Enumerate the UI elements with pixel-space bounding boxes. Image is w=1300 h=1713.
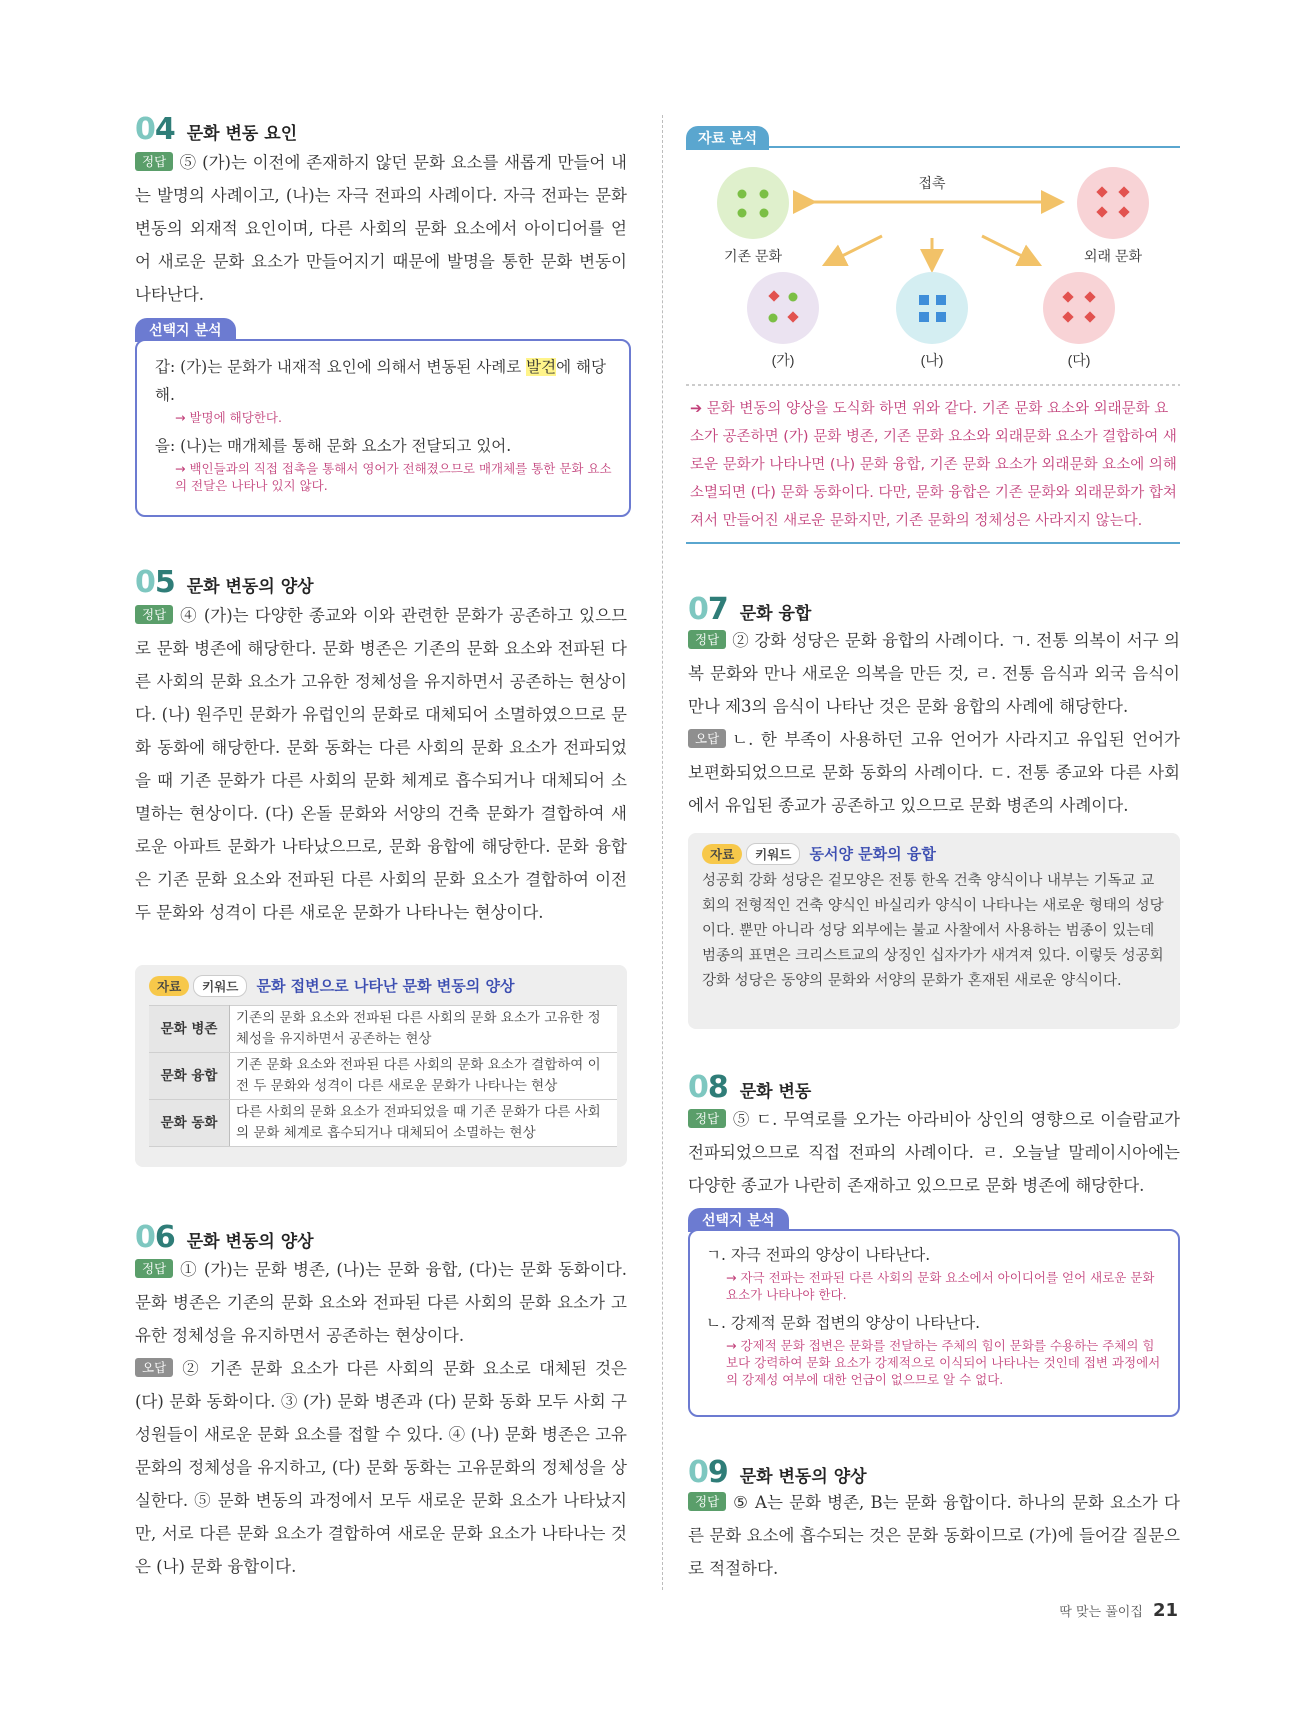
section-07-answer bbox=[688, 624, 1180, 822]
choice-note-2: → 강제적 문화 접변은 문화를 전달하는 주체의 힘이 문화를 수용하는 주체의 힘보다 강력하여 문화 요소가 강제적으로 이식되어 나타나는 것인데 접변 과정에서의 강제성 여부에 대한 언급이 없으므로 알 수 없다. bbox=[726, 1338, 1161, 1387]
section-08-header bbox=[688, 1070, 811, 1105]
section-08-number: 08 bbox=[688, 1070, 728, 1105]
existing-culture-node bbox=[717, 167, 789, 239]
section-05-answer-text: ④ (가)는 다양한 종교와 이와 관련한 문화가 공존하고 있으므로 문화 병존에 해당한다. 문화 병존은 기존의 문화 요소와 전파된 다른 사회의 문화 요소가 고유한 정체성을 유지하면서 공존하는 현상이다. (나) 원주민 문화가 유럽인의 문화로 대체되어 소멸하였으므로 문화 동화에 해당한다. 문화 동화는 다른 사회의 문화 요소가 전파되었을 때 기존 문화가 다른 사회의 문화 체계로 흡수되거나 대체되어 소멸하는 현상이다. (다) 온돌 문화와 서양의 건축 문화가 결합하여 새로운 아파트 문화가 나타났으므로, 문화 융합에 해당한다. 문화 융합은 기존 문화 요소와 전파된 다른 사회의 문화 요소가 결합하여 이전 두 문화와 성격이 다른 새로운 문화가 나타나는 현상이다. bbox=[135, 606, 627, 922]
data-analysis-tab: 자료 분석 bbox=[686, 126, 769, 150]
section-05-keyword-box bbox=[135, 965, 627, 1167]
choice-note-1: → 자극 전파는 전파된 다른 사회의 문화 요소에서 아이디어를 얻어 새로운 문화 요소가 나타나야 한다. bbox=[726, 1270, 1155, 1302]
choice-line-2: ㄴ. 강제적 문화 접변의 양상이 나타난다. bbox=[706, 1314, 981, 1332]
keyword-table bbox=[149, 1005, 617, 1147]
row-text: 다른 사회의 문화 요소가 전파되었을 때 기존 문화가 다른 사회의 문화 체계로 흡수되거나 대체되어 소멸하는 현상 bbox=[230, 1100, 618, 1147]
section-04-number: 04 bbox=[135, 112, 175, 147]
section-07-title: 문화 융합 bbox=[739, 604, 812, 624]
section-06-number: 06 bbox=[135, 1220, 175, 1255]
highlight-word: 발견 bbox=[526, 358, 557, 376]
keyword-title: 동서양 문화의 융합 bbox=[809, 845, 936, 863]
table-row bbox=[149, 1100, 617, 1147]
page-number: 21 bbox=[1152, 1600, 1178, 1621]
choice-line-eul: 을: (나)는 매개체를 통해 문화 요소가 전달되고 있어. bbox=[155, 437, 512, 455]
data-badge: 자료 bbox=[149, 976, 189, 996]
data-badge: 자료 bbox=[702, 844, 742, 864]
section-09-answer-text: ⑤ A는 문화 병존, B는 문화 융합이다. 하나의 문화 요소가 다른 문화 요소에 흡수되는 것은 문화 동화이므로 (가)에 들어갈 질문으로 적절하다. bbox=[688, 1493, 1180, 1578]
column-divider bbox=[662, 115, 663, 1590]
choice-line-1: ㄱ. 자극 전파의 양상이 나타난다. bbox=[706, 1246, 931, 1264]
foreign-culture-label: 외래 문화 bbox=[1084, 248, 1142, 264]
answer-tag: 정답 bbox=[688, 1492, 726, 1511]
arrow-to-ga bbox=[830, 236, 882, 262]
wrong-tag: 오답 bbox=[135, 1358, 173, 1377]
section-09-title: 문화 변동의 양상 bbox=[739, 1467, 867, 1487]
section-07-number: 07 bbox=[688, 592, 728, 627]
da-label: (다) bbox=[1067, 352, 1091, 368]
section-07-answer-text: ② 강화 성당은 문화 융합의 사례이다. ㄱ. 전통 의복이 서구 의복 문화와 만나 새로운 의복을 만든 것, ㄹ. 전통 음식과 외국 음식이 만나 제3의 음식이 나타난 것은 문화 융합의 사례에 해당한다. bbox=[688, 631, 1180, 716]
section-07-header bbox=[688, 592, 811, 627]
keyword-text: 성공회 강화 성당은 겉모양은 전통 한옥 건축 양식이나 내부는 기독교 교회의 전형적인 건축 양식인 바실리카 양식이 나타나는 새로운 형태의 성당이다. 뿐만 아니라 성당 외부에는 불교 사찰에서 사용하는 범종이 있는데 범종의 표면은 크리스트교의 상징인 십자가가 새겨져 있다. 이렇듯 성공회 강화 성당은 동양의 문화와 서양의 문화가 혼재된 새로운 양식이다. bbox=[702, 873, 1164, 989]
row-head: 문화 병존 bbox=[149, 1006, 230, 1053]
section-05-title: 문화 변동의 양상 bbox=[186, 577, 314, 597]
section-08-title: 문화 변동 bbox=[739, 1082, 812, 1102]
ga-node bbox=[747, 272, 819, 344]
answer-tag: 정답 bbox=[135, 152, 173, 171]
ga-label: (가) bbox=[771, 352, 795, 368]
page-footer bbox=[1059, 1600, 1178, 1621]
section-05-answer bbox=[135, 599, 627, 929]
table-row bbox=[149, 1053, 617, 1100]
choice-line-gap: 갑: (가)는 문화가 내재적 요인에 의해서 변동된 사례로 발견에 해당해. bbox=[155, 358, 606, 404]
row-head: 문화 융합 bbox=[149, 1053, 230, 1100]
existing-culture-label: 기존 문화 bbox=[724, 248, 782, 264]
section-08-answer bbox=[688, 1103, 1180, 1202]
choice-note-eul: → 백인들과의 직접 접촉을 통해서 영어가 전해졌으므로 매개체를 통한 문화 요소의 전달은 나타나 있지 않다. bbox=[175, 461, 612, 493]
da-node bbox=[1043, 272, 1115, 344]
answer-tag: 정답 bbox=[135, 1259, 173, 1278]
section-04-header bbox=[135, 112, 297, 147]
section-09-number: 09 bbox=[688, 1455, 728, 1490]
answer-tag: 정답 bbox=[688, 630, 726, 649]
wrong-tag: 오답 bbox=[688, 729, 726, 748]
foreign-culture-node bbox=[1077, 167, 1149, 239]
contact-label: 접촉 bbox=[918, 175, 946, 191]
answer-tag: 정답 bbox=[688, 1109, 726, 1128]
keyword-title: 문화 접변으로 나타난 문화 변동의 양상 bbox=[256, 977, 515, 995]
footer-label: 딱 맞는 풀이집 bbox=[1059, 1605, 1143, 1620]
arrow-to-da bbox=[982, 236, 1034, 262]
na-label: (나) bbox=[920, 352, 944, 368]
section-06-title: 문화 변동의 양상 bbox=[186, 1232, 314, 1252]
keyword-badge: 키워드 bbox=[193, 975, 247, 997]
keyword-header bbox=[149, 975, 613, 997]
section-06-answer-text: ① (가)는 문화 병존, (나)는 문화 융합, (다)는 문화 동화이다. 문화 병존은 기존의 문화 요소와 전파된 다른 사회의 문화 요소가 고유한 정체성을 유지하면서 공존하는 현상이다. bbox=[135, 1260, 627, 1345]
section-05-header bbox=[135, 565, 314, 600]
row-head: 문화 동화 bbox=[149, 1100, 230, 1147]
row-text: 기존 문화 요소와 전파된 다른 사회의 문화 요소가 결합하여 이전 두 문화와 성격이 다른 새로운 문화가 나타나는 현상 bbox=[230, 1053, 618, 1100]
section-04-choice-box bbox=[135, 339, 631, 517]
section-07-wrong-text: ㄴ. 한 부족이 사용하던 고유 언어가 사라지고 유입된 언어가 보편화되었으므로 문화 동화의 사례이다. ㄷ. 전통 종교와 다른 사회에서 유입된 종교가 공존하고 있으므로 문화 병존의 사례이다. bbox=[688, 730, 1180, 815]
answer-tag: 정답 bbox=[135, 605, 173, 624]
keyword-header bbox=[702, 843, 1166, 865]
choice-analysis-tab: 선택지 분석 bbox=[688, 1208, 789, 1232]
section-09-header bbox=[688, 1455, 867, 1490]
culture-change-diagram bbox=[686, 150, 1180, 390]
choice-analysis-tab: 선택지 분석 bbox=[135, 318, 236, 342]
section-05-number: 05 bbox=[135, 565, 175, 600]
analysis-bottom-line bbox=[686, 542, 1180, 544]
section-04-title: 문화 변동 요인 bbox=[186, 124, 298, 144]
table-row bbox=[149, 1006, 617, 1053]
section-06-answer bbox=[135, 1253, 627, 1583]
row-text: 기존의 문화 요소와 전파된 다른 사회의 문화 요소가 고유한 정체성을 유지하면서 공존하는 현상 bbox=[230, 1006, 618, 1053]
analysis-top-line bbox=[686, 146, 1180, 148]
section-06-wrong-text: ② 기존 문화 요소가 다른 사회의 문화 요소로 대체된 것은 (다) 문화 동화이다. ③ (가) 문화 병존과 (다) 문화 동화 모두 사회 구성원들이 새로운 문화 요소를 접할 수 있다. ④ (나) 문화 병존은 고유문화의 정체성을 유지하고, (다) 문화 동화는 고유문화의 정체성을 상실한다. ⑤ 문화 변동의 과정에서 모두 새로운 문화 요소가 나타났지만, 서로 다른 문화 요소가 결합하여 새로운 문화 요소가 나타나는 것은 (나) 문화 융합이다. bbox=[135, 1359, 627, 1576]
section-07-keyword-box bbox=[688, 833, 1180, 1029]
keyword-badge: 키워드 bbox=[746, 843, 800, 865]
choice-note-gap: → 발명에 해당한다. bbox=[175, 410, 282, 425]
section-06-header bbox=[135, 1220, 314, 1255]
section-04-answer bbox=[135, 146, 627, 311]
section-08-choice-box bbox=[688, 1229, 1180, 1417]
na-node bbox=[896, 272, 968, 344]
section-09-answer bbox=[688, 1486, 1180, 1585]
analysis-explanation: ➔ 문화 변동의 양상을 도식화 하면 위와 같다. 기존 문화 요소와 외래문화 요소가 공존하면 (가) 문화 병존, 기존 문화 요소와 외래문화 요소가 결합하여 새로운 문화가 나타나면 (나) 문화 융합, 기존 문화 요소가 외래문화 요소에 의해 소멸되면 (다) 문화 동화이다. 다만, 문화 융합은 기존 문화와 외래문화가 합쳐져서 만들어진 새로운 문화지만, 기존 문화의 정체성은 사라지지 않는다. bbox=[690, 401, 1177, 529]
section-08-answer-text: ⑤ ㄷ. 무역로를 오가는 아라비아 상인의 영향으로 이슬람교가 전파되었으므로 직접 전파의 사례이다. ㄹ. 오늘날 말레이시아에는 다양한 종교가 나란히 존재하고 있으므로 문화 병존에 해당한다. bbox=[688, 1110, 1180, 1195]
section-04-answer-text: ⑤ (가)는 이전에 존재하지 않던 문화 요소를 새롭게 만들어 내는 발명의 사례이고, (나)는 자극 전파의 사례이다. 자극 전파는 문화 변동의 외재적 요인이며, 다른 사회의 문화 요소에서 아이디어를 얻어 새로운 문화 요소가 만들어지기 때문에 발명을 통한 문화 변동이 나타난다. bbox=[135, 153, 627, 304]
